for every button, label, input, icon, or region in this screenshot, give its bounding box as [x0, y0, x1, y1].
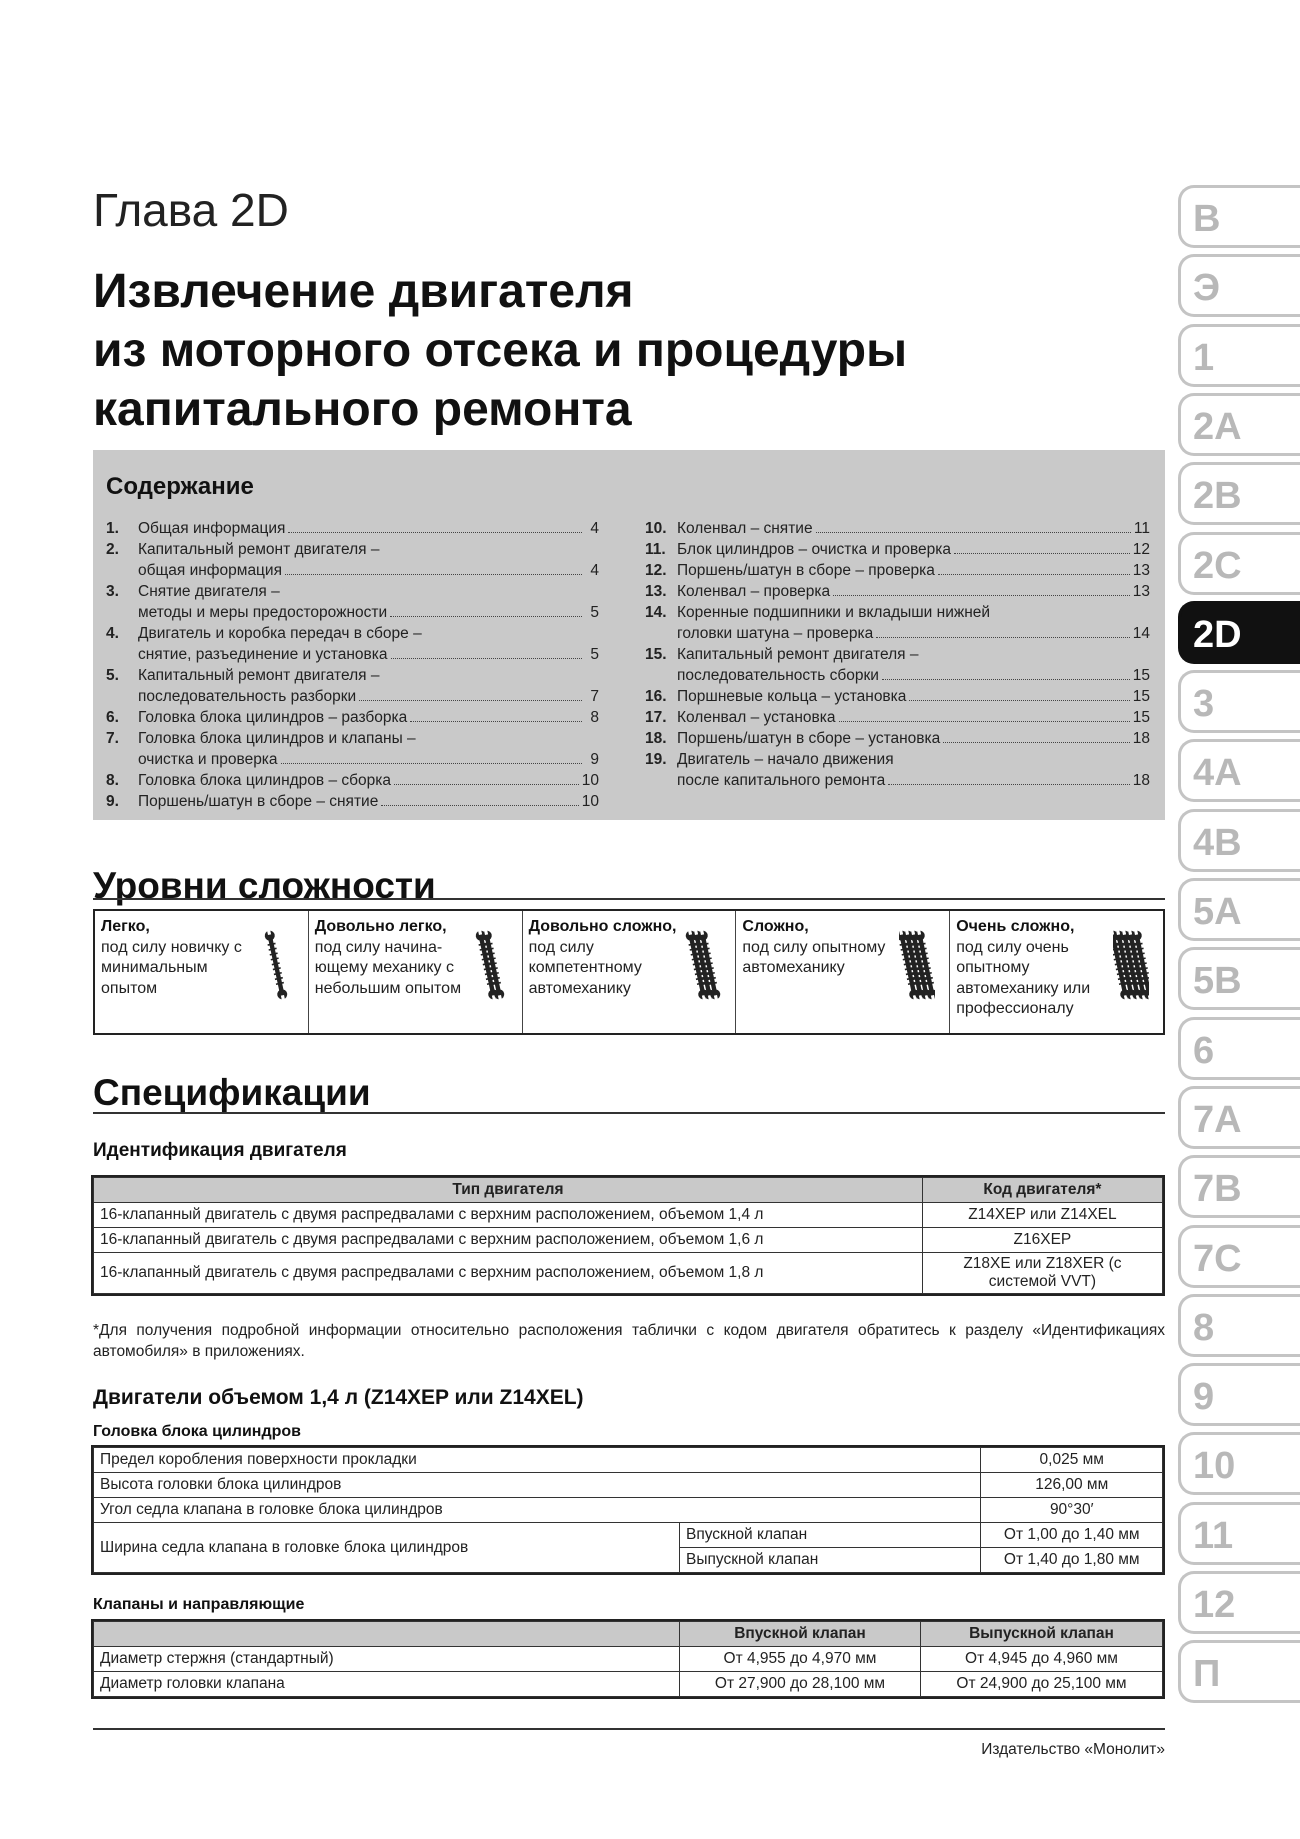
- cylinder-head-heading: Головка блока цилиндров: [93, 1423, 301, 1440]
- toc-item-number: 18.: [645, 730, 667, 747]
- difficulty-level: [309, 911, 523, 1033]
- toc-item-text: Поршень/шатун в сборе – снятие: [138, 793, 379, 810]
- column-header: Впускной клапан: [680, 1622, 921, 1647]
- engine-id-heading: Идентификация двигателя: [93, 1140, 347, 1161]
- chapter-tab-label: 9: [1193, 1376, 1215, 1419]
- toc-item-number: 1.: [106, 520, 119, 537]
- chapter-tab[interactable]: [1178, 739, 1300, 802]
- toc-leader-dots: [359, 700, 582, 701]
- chapter-tab-label: 4A: [1193, 752, 1242, 795]
- toc-item-number: 7.: [106, 730, 119, 747]
- toc-leader-dots: [833, 595, 1130, 596]
- engine-type-cell: 16-клапанный двигатель с двумя распредвалами с верхним расположением, объемом 1,6 л: [94, 1228, 923, 1253]
- toc-item-number: 17.: [645, 709, 667, 726]
- toc-leader-dots: [888, 784, 1130, 785]
- toc-item-text: Головка блока цилиндров – разборка: [138, 709, 408, 726]
- difficulty-heading: Уровни сложности: [93, 865, 436, 906]
- toc-page-number: 18: [1132, 772, 1150, 789]
- toc-item: [645, 707, 1150, 728]
- chapter-tab[interactable]: [1178, 670, 1300, 733]
- contents-right-column: [645, 518, 1150, 791]
- value-cell: 0,025 мм: [981, 1448, 1163, 1473]
- toc-leader-dots: [394, 784, 579, 785]
- toc-page-number: 18: [1132, 730, 1150, 747]
- spanner-icon: [685, 927, 721, 1003]
- engine-code-cell: Z14XEP или Z14XEL: [922, 1203, 1162, 1228]
- toc-item-text: Поршневые кольца – установка: [677, 688, 907, 705]
- chapter-tab[interactable]: [1178, 809, 1300, 872]
- table-row: [94, 1498, 1163, 1523]
- param-cell: Предел коробления поверхности прокладки: [94, 1448, 981, 1473]
- table-row: [94, 1647, 1163, 1672]
- toc-item-text: Коленвал – установка: [677, 709, 836, 726]
- page-title: [93, 262, 1153, 439]
- toc-page-number: 7: [590, 688, 599, 705]
- toc-item-text: Поршень/шатун в сборе – проверка: [677, 562, 935, 579]
- spanner-icon: [899, 927, 935, 1003]
- toc-page-number: 8: [590, 709, 599, 726]
- chapter-label: Глава 2D: [93, 184, 289, 236]
- toc-item-number: 10.: [645, 520, 667, 537]
- toc-item: [645, 539, 1150, 560]
- toc-page-number: 15: [1132, 688, 1150, 705]
- toc-page-number: 15: [1132, 709, 1150, 726]
- chapter-tab[interactable]: [1178, 1502, 1300, 1565]
- contents-title: Содержание: [106, 473, 254, 500]
- toc-item-number: 14.: [645, 604, 667, 621]
- value-cell: 126,00 мм: [981, 1473, 1163, 1498]
- toc-item-number: 6.: [106, 709, 119, 726]
- chapter-tab-label: 7C: [1193, 1237, 1242, 1280]
- difficulty-level-text: под силу очень опытному автомеханику или профессионалу: [956, 938, 1091, 1017]
- value-cell: От 4,955 до 4,970 мм: [680, 1647, 921, 1672]
- toc-item: [645, 728, 1150, 749]
- chapter-tab-label: 5A: [1193, 891, 1242, 933]
- toc-item-text: Блок цилиндров – очистка и проверка: [677, 541, 952, 558]
- toc-item: [645, 602, 1150, 644]
- column-header: Выпускной клапан: [921, 1622, 1163, 1647]
- value-cell: От 1,40 до 1,80 мм: [981, 1548, 1163, 1573]
- chapter-tab-label: 3: [1193, 683, 1215, 726]
- chapter-tab-label: 12: [1193, 1584, 1236, 1626]
- toc-item-text: головки шатуна – проверка: [677, 625, 874, 642]
- toc-item-number: 9.: [106, 793, 119, 810]
- chapter-tab[interactable]: [1178, 1017, 1300, 1080]
- toc-item-number: 19.: [645, 751, 667, 768]
- toc-page-number: 4: [590, 562, 599, 579]
- chapter-tab-label: 7A: [1193, 1098, 1242, 1141]
- value-cell: От 1,00 до 1,40 мм: [981, 1523, 1163, 1548]
- value-cell: От 27,900 до 28,100 мм: [680, 1672, 921, 1697]
- table-row: [94, 1448, 1163, 1473]
- toc-item-text: Капитальный ремонт двигателя –: [138, 667, 380, 684]
- heading-rule: [93, 1112, 1165, 1114]
- toc-leader-dots: [954, 553, 1130, 554]
- chapter-tab-label: 11: [1193, 1514, 1234, 1557]
- toc-item: [106, 707, 599, 728]
- toc-item-text: Двигатель и коробка передач в сборе –: [138, 625, 422, 642]
- difficulty-level-text: под силу начина-ющему механику с небольшим опытом: [314, 938, 462, 997]
- title-line: из моторного отсека и процедуры: [93, 324, 908, 377]
- chapter-tab[interactable]: [1178, 1363, 1300, 1426]
- chapter-tab-label: В: [1193, 198, 1221, 240]
- column-header: Код двигателя*: [922, 1178, 1162, 1203]
- table-row: [94, 1203, 1163, 1228]
- difficulty-level-text: под силу опытному автомеханику: [742, 938, 886, 976]
- toc-page-number: 5: [590, 604, 599, 621]
- toc-leader-dots: [943, 742, 1129, 743]
- toc-page-number: 9: [590, 751, 599, 768]
- chapter-tab[interactable]: [1178, 601, 1300, 664]
- toc-item-number: 15.: [645, 646, 667, 663]
- chapter-tab[interactable]: [1178, 947, 1300, 1010]
- toc-item-text: Общая информация: [138, 520, 286, 537]
- chapter-tab[interactable]: [1178, 1086, 1300, 1149]
- toc-page-number: 12: [1132, 541, 1150, 558]
- chapter-tab-label: 2A: [1193, 405, 1242, 448]
- spanner-icon: [1113, 927, 1149, 1003]
- difficulty-level-title: Довольно легко,: [314, 918, 447, 935]
- toc-item: [645, 686, 1150, 707]
- difficulty-level: [736, 911, 950, 1033]
- toc-page-number: 4: [590, 520, 599, 537]
- chapter-tab-label: П: [1193, 1653, 1221, 1696]
- toc-item-number: 16.: [645, 688, 667, 705]
- table-row: [94, 1672, 1163, 1697]
- chapter-tab-label: 10: [1193, 1445, 1236, 1488]
- cylinder-head-table: [93, 1447, 1163, 1573]
- sub-param-cell: Выпускной клапан: [680, 1548, 981, 1573]
- chapter-tab-label: 2D: [1193, 613, 1242, 656]
- toc-item: [106, 728, 599, 770]
- column-header: Тип двигателя: [94, 1178, 923, 1203]
- toc-leader-dots: [391, 658, 582, 659]
- valves-heading: Клапаны и направляющие: [93, 1596, 305, 1613]
- column-header: [94, 1622, 680, 1647]
- toc-leader-dots: [390, 616, 582, 617]
- toc-item-text: снятие, разъединение и установка: [138, 646, 388, 663]
- title-line: Извлечение двигателя: [93, 265, 634, 318]
- toc-page-number: 5: [590, 646, 599, 663]
- chapter-tab[interactable]: [1178, 393, 1300, 456]
- chapter-tab-label: 2C: [1193, 544, 1242, 587]
- toc-item-number: 12.: [645, 562, 667, 579]
- toc-item-text: Коленвал – снятие: [677, 520, 813, 537]
- heading-rule: [93, 898, 1165, 900]
- param-cell: Высота головки блока цилиндров: [94, 1473, 981, 1498]
- chapter-tab[interactable]: [1178, 1571, 1300, 1634]
- toc-item: [106, 791, 599, 812]
- chapter-tab[interactable]: [1178, 1155, 1300, 1218]
- footnote: *Для получения подробной информации относительно расположения таблички с кодом двигателя обратитесь к разделу «Идентификациях автомобиля» в приложениях.: [93, 1322, 1165, 1360]
- toc-item-text: Коленвал – проверка: [677, 583, 831, 600]
- toc-item-number: 5.: [106, 667, 119, 684]
- toc-page-number: 14: [1132, 625, 1150, 642]
- toc-leader-dots: [381, 805, 578, 806]
- chapter-tab[interactable]: [1178, 532, 1300, 595]
- chapter-tab[interactable]: [1178, 1640, 1300, 1703]
- chapter-tab-label: 8: [1193, 1306, 1215, 1349]
- toc-leader-dots: [288, 532, 582, 533]
- chapter-tab-label: Э: [1193, 267, 1221, 310]
- engine-code-cell: Z16XEP: [922, 1228, 1162, 1253]
- spanner-icon: [472, 927, 508, 1003]
- toc-item: [106, 665, 599, 707]
- chapter-tab-label: 5B: [1193, 960, 1242, 1003]
- chapter-tab[interactable]: [1178, 878, 1300, 941]
- toc-item: [645, 560, 1150, 581]
- engine-id-table: [93, 1177, 1163, 1294]
- difficulty-level-title: Очень сложно,: [956, 918, 1075, 935]
- value-cell: От 24,900 до 25,100 мм: [921, 1672, 1163, 1697]
- contents-left-column: [106, 518, 599, 812]
- toc-leader-dots: [285, 574, 582, 575]
- toc-page-number: 10: [581, 772, 599, 789]
- chapter-tab[interactable]: [1178, 185, 1300, 248]
- engine-14-heading: Двигатели объемом 1,4 л (Z14XEP или Z14XEL): [93, 1386, 584, 1409]
- difficulty-level-title: Сложно,: [742, 918, 809, 935]
- sub-param-cell: Впускной клапан: [680, 1523, 981, 1548]
- chapter-tab[interactable]: [1178, 324, 1300, 387]
- toc-item-text: Капитальный ремонт двигателя –: [138, 541, 380, 558]
- engine-type-cell: 16-клапанный двигатель с двумя распредвалами с верхним расположением, объемом 1,8 л: [94, 1253, 923, 1294]
- toc-item-text: общая информация: [138, 562, 282, 579]
- toc-item: [106, 518, 599, 539]
- toc-item-number: 3.: [106, 583, 119, 600]
- chapter-tab-label: 2B: [1193, 475, 1242, 518]
- toc-item: [106, 623, 599, 665]
- toc-item-number: 13.: [645, 583, 667, 600]
- table-row: [94, 1253, 1163, 1294]
- difficulty-level-title: Довольно сложно,: [528, 918, 677, 935]
- footer-rule: [93, 1728, 1165, 1730]
- toc-page-number: 10: [581, 793, 599, 810]
- toc-item-text: Поршень/шатун в сборе – установка: [677, 730, 941, 747]
- toc-item-text: Двигатель – начало движения: [677, 751, 894, 768]
- toc-leader-dots: [909, 700, 1129, 701]
- valves-table: [93, 1621, 1163, 1697]
- publisher: Издательство «Монолит»: [981, 1741, 1165, 1758]
- chapter-tab[interactable]: [1178, 1294, 1300, 1357]
- difficulty-level: [950, 911, 1163, 1033]
- chapter-tab-label: 1: [1193, 336, 1215, 379]
- toc-item: [106, 770, 599, 791]
- toc-leader-dots: [281, 763, 582, 764]
- toc-leader-dots: [410, 721, 582, 722]
- chapter-tab-label: 7B: [1193, 1168, 1242, 1211]
- difficulty-level: [523, 911, 737, 1033]
- toc-item: [645, 518, 1150, 539]
- toc-leader-dots: [876, 637, 1130, 638]
- table-row: [94, 1228, 1163, 1253]
- chapter-tab[interactable]: [1178, 1225, 1300, 1288]
- toc-item-text: Головка блока цилиндров – сборка: [138, 772, 391, 789]
- toc-page-number: 13: [1132, 583, 1150, 600]
- toc-item-text: очистка и проверка: [138, 751, 278, 768]
- table-row: [94, 1473, 1163, 1498]
- toc-leader-dots: [839, 721, 1130, 722]
- toc-item-text: методы и меры предосторожности: [138, 604, 388, 621]
- toc-leader-dots: [938, 574, 1130, 575]
- chapter-tab-label: 4B: [1193, 821, 1242, 864]
- difficulty-level-text: под силу новичку с минимальным опытом: [101, 938, 242, 997]
- toc-item-text: последовательность разборки: [138, 688, 357, 705]
- engine-type-cell: 16-клапанный двигатель с двумя распредвалами с верхним расположением, объемом 1,4 л: [94, 1203, 923, 1228]
- param-cell: Ширина седла клапана в головке блока цилиндров: [94, 1523, 680, 1573]
- table-row: [94, 1523, 1163, 1548]
- toc-item-number: 4.: [106, 625, 119, 642]
- param-cell: Диаметр головки клапана: [94, 1672, 680, 1697]
- toc-item-number: 2.: [106, 541, 119, 558]
- difficulty-level: [95, 911, 309, 1033]
- toc-item-text: последовательность сборки: [677, 667, 879, 684]
- chapter-tab-label: 6: [1193, 1029, 1215, 1072]
- toc-item-text: Головка блока цилиндров и клапаны –: [138, 730, 416, 747]
- param-cell: Диаметр стержня (стандартный): [94, 1647, 680, 1672]
- chapter-tab[interactable]: [1178, 254, 1300, 317]
- value-cell: 90°30′: [981, 1498, 1163, 1523]
- contents-box: [93, 450, 1165, 820]
- difficulty-level-title: Легко,: [101, 918, 150, 935]
- toc-leader-dots: [816, 532, 1131, 533]
- toc-page-number: 13: [1132, 562, 1150, 579]
- toc-page-number: 11: [1133, 520, 1150, 537]
- spanner-icon: [258, 927, 294, 1003]
- toc-item-text: Капитальный ремонт двигателя –: [677, 646, 919, 663]
- value-cell: От 4,945 до 4,960 мм: [921, 1647, 1163, 1672]
- param-cell: Угол седла клапана в головке блока цилиндров: [94, 1498, 981, 1523]
- toc-item-number: 11.: [645, 541, 666, 558]
- difficulty-levels: [93, 909, 1165, 1035]
- toc-item-text: после капитального ремонта: [677, 772, 886, 789]
- toc-item: [106, 539, 599, 581]
- chapter-tab[interactable]: [1178, 1432, 1300, 1495]
- engine-code-cell: Z18XE или Z18XER (с системой VVT): [922, 1253, 1162, 1294]
- title-line: капитального ремонта: [93, 383, 632, 436]
- toc-item-text: Снятие двигателя –: [138, 583, 280, 600]
- specs-heading: Спецификации: [93, 1072, 371, 1113]
- toc-item: [645, 644, 1150, 686]
- toc-item: [645, 581, 1150, 602]
- chapter-tab[interactable]: [1178, 462, 1300, 525]
- toc-item: [645, 749, 1150, 791]
- difficulty-level-text: под силу компетентному автомеханику: [528, 938, 642, 997]
- toc-item-number: 8.: [106, 772, 119, 789]
- toc-item-text: Коренные подшипники и вкладыши нижней: [677, 604, 991, 621]
- toc-page-number: 15: [1132, 667, 1150, 684]
- toc-item: [106, 581, 599, 623]
- toc-leader-dots: [882, 679, 1130, 680]
